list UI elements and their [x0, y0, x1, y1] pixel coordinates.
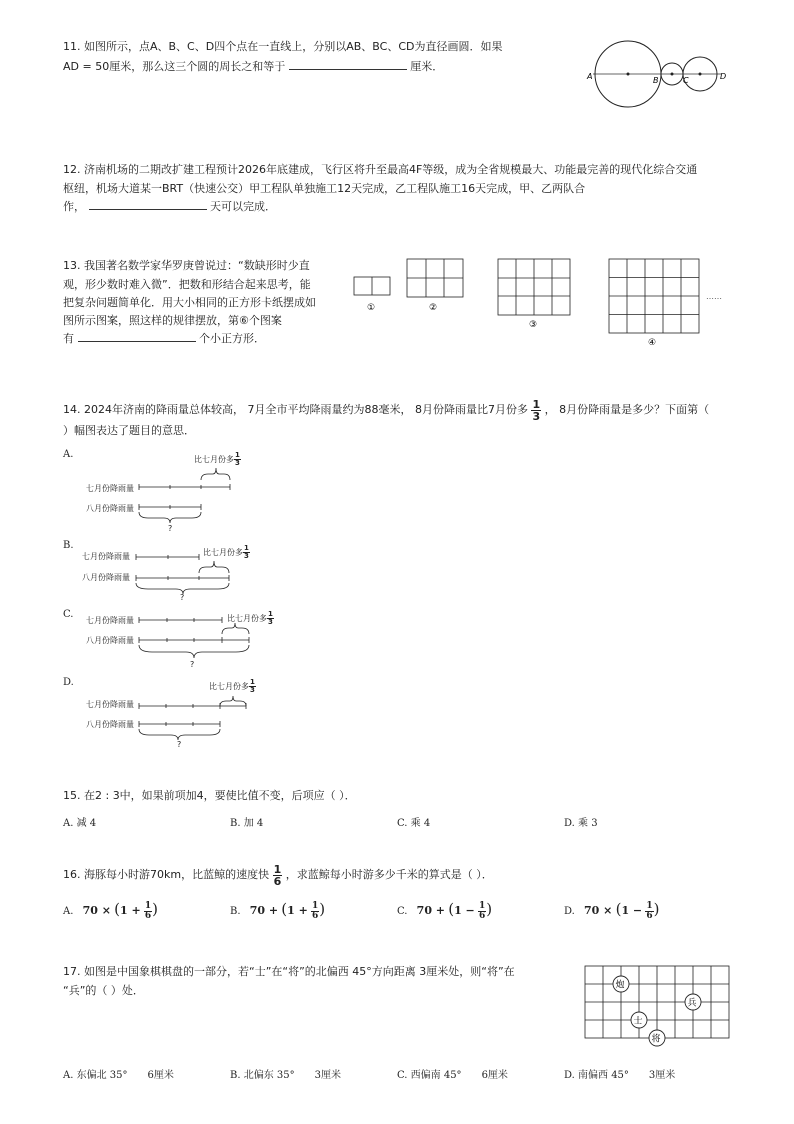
q14-b-brace-label: 比七月份多 $\frac{1}{3}$ — [203, 544, 249, 560]
q16-text-b: ，求蓝鲸每小时游多少千米的算式是（ ）． — [285, 868, 493, 881]
q14-d-diagram — [136, 688, 256, 752]
q14-option-d-letter[interactable]: D. — [63, 677, 74, 688]
piece-shi: 士 — [633, 1016, 643, 1027]
q14-a-question: ? — [168, 524, 173, 533]
q13-square-patterns — [350, 255, 740, 350]
q17-line1: 17. 如图是中国象棋棋盘的一部分，若“士”在“将”的北偏西 45°方向距离 3厘米处，则“将”在 — [63, 965, 515, 978]
pattern-4-label: ④ — [648, 338, 657, 348]
q13-line5 — [63, 330, 265, 348]
q16-option-b[interactable]: B. 70 + (1 + $\frac{1}{6}$ ) — [230, 900, 326, 921]
pattern-2-label: ② — [429, 303, 438, 313]
q13-answer-blank[interactable] — [78, 331, 196, 342]
q14-c-question: ? — [190, 660, 195, 669]
q16-text-a: 16. 海豚每小时游70km，比蓝鲸的速度快 — [63, 868, 270, 881]
q11-line2 — [63, 58, 443, 76]
pattern-1-label: ① — [367, 303, 376, 313]
q16-option-a[interactable]: A. 70 × (1 + $\frac{1}{6}$ ) — [63, 900, 159, 921]
q13-line5-post: 个小正方形． — [199, 332, 265, 345]
q15-option-c[interactable]: C. 乘 4 — [397, 818, 431, 829]
q12-line3-post: 天可以完成． — [210, 200, 276, 213]
q14-a-row1-label: 七月份降雨量 — [86, 484, 134, 493]
q11-answer-blank[interactable] — [289, 59, 407, 70]
q14-a-row2-label: 八月份降雨量 — [86, 504, 134, 513]
pattern-3-label: ③ — [529, 320, 538, 330]
q14-d-row2-label: 八月份降雨量 — [86, 720, 134, 729]
point-d-label: D — [720, 72, 727, 81]
q12-line1: 12. 济南机场的二期改扩建工程预计2026年底建成，飞行区将升至最高4F等级，成为全省规模最大、功能最完善的现代化综合交通 — [63, 163, 698, 176]
q14-a-diagram — [136, 462, 246, 527]
q11-line1: 11. 如图所示，点A、B、C、D四个点在一直线上，分别以AB、BC、CD为直径画圆．如果 — [63, 40, 503, 53]
q13-line3: 把复杂问题简单化．用大小相同的正方形卡纸摆成如 — [63, 296, 316, 309]
q14-option-a-letter[interactable]: A. — [63, 449, 74, 460]
q13-line4: 图所示图案，照这样的规律摆放，第⑥个图案 — [63, 314, 282, 327]
q14-line1-b: ， 8月份降雨量是多少？下面第（ — [544, 403, 710, 416]
q15-option-d[interactable]: D. 乘 3 — [564, 818, 598, 829]
piece-bing: 兵 — [687, 998, 697, 1009]
point-a-label: A — [587, 72, 593, 81]
q14-option-b-letter[interactable]: B. — [63, 540, 74, 551]
q14-option-c-letter[interactable]: C. — [63, 609, 74, 620]
q16-text — [63, 862, 493, 888]
q14-d-row1-label: 七月份降雨量 — [86, 700, 134, 709]
q11-line2-pre: AD = 50厘米，那么这三个圆的周长之和等于 — [63, 60, 286, 73]
q16-fraction: $\frac{1}{6}$ — [273, 862, 282, 888]
q11-circles-figure — [583, 38, 733, 114]
q14-d-brace-label: 比七月份多 $\frac{1}{3}$ — [209, 678, 255, 694]
q12-line2: 枢纽，机场大道某一BRT（快速公交）甲工程队单独施工12天完成，乙工程队施工16天完成，甲、乙两队合 — [63, 182, 586, 195]
q13-line5-pre: 有 — [63, 332, 74, 345]
q12-line3 — [63, 198, 276, 216]
q17-option-d[interactable]: D. 南偏西 45° 3厘米 — [564, 1070, 676, 1081]
piece-pao: 炮 — [615, 980, 625, 991]
q17-option-b[interactable]: B. 北偏东 35° 3厘米 — [230, 1070, 341, 1081]
q14-c-brace-label: 比七月份多 $\frac{1}{3}$ — [227, 610, 273, 626]
q14-fraction: $\frac{1}{3}$ — [532, 397, 541, 423]
q17-line2: “兵”的（ ）处． — [63, 984, 144, 997]
q15-option-b[interactable]: B. 加 4 — [230, 818, 264, 829]
q12-line3-pre: 作， — [63, 200, 85, 213]
q11-line2-post: 厘米． — [410, 60, 444, 73]
q14-b-row1-label: 七月份降雨量 — [82, 552, 130, 561]
q14-c-diagram — [136, 610, 266, 672]
q16-option-c[interactable]: C. 70 + (1 − $\frac{1}{6}$ ) — [397, 900, 493, 921]
q14-a-brace-label: 比七月份多 $\frac{1}{3}$ — [194, 451, 240, 467]
q14-d-question: ? — [177, 740, 182, 749]
q17-option-c[interactable]: C. 西偏南 45° 6厘米 — [397, 1070, 508, 1081]
piece-jiang: 将 — [651, 1034, 661, 1045]
q14-b-row2-label: 八月份降雨量 — [82, 573, 130, 582]
q13-line1: 13. 我国著名数学家华罗庚曾说过：“数缺形时少直 — [63, 259, 310, 272]
point-c-label: C — [683, 76, 689, 85]
pattern-ellipsis: …… — [706, 292, 722, 301]
q14-c-row2-label: 八月份降雨量 — [86, 636, 134, 645]
q12-answer-blank[interactable] — [89, 199, 207, 210]
q16-option-d[interactable]: D. 70 × (1 − $\frac{1}{6}$ ) — [564, 900, 660, 921]
q17-chess-board — [583, 964, 733, 1050]
q14-b-question: ? — [180, 593, 185, 602]
q14-line1-a: 14. 2024年济南的降雨量总体较高， 7月全市平均降雨量约为88毫米， 8月份降雨量比7月份多 — [63, 403, 528, 416]
q14-line2: ）幅图表达了题目的意思． — [63, 424, 195, 437]
q14-c-row1-label: 七月份降雨量 — [86, 616, 134, 625]
q15-option-a[interactable]: A. 减 4 — [63, 818, 97, 829]
q14-line1 — [63, 398, 709, 422]
q14-b-diagram — [133, 545, 243, 605]
q17-option-a[interactable]: A. 东偏北 35° 6厘米 — [63, 1070, 174, 1081]
point-b-label: B — [653, 76, 659, 85]
q13-line2: 观，形少数时难入微”．把数和形结合起来思考，能 — [63, 278, 311, 291]
q15-text: 15. 在2 : 3中，如果前项加4，要使比值不变，后项应（ ）． — [63, 789, 356, 802]
